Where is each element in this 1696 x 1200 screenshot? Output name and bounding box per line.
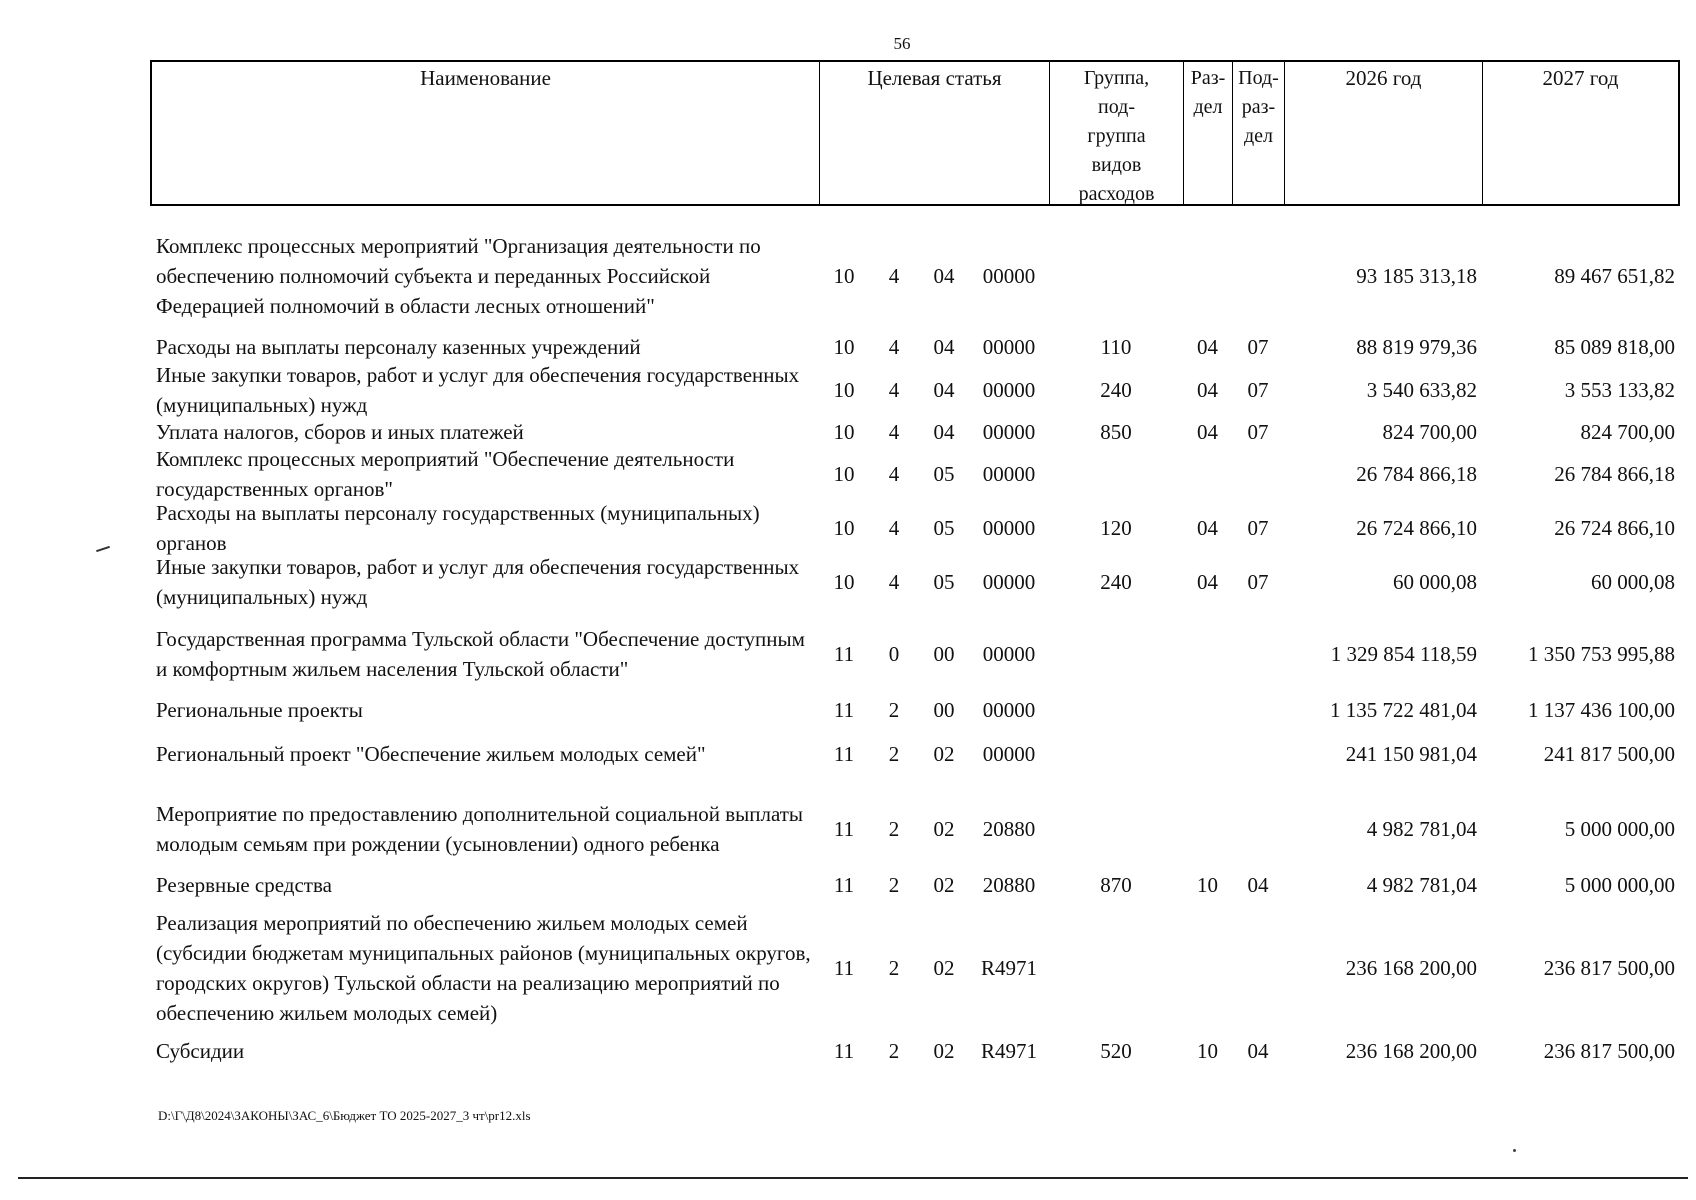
code-subprogram: 2	[888, 742, 900, 766]
section-code: 10	[1197, 1039, 1218, 1063]
subsection-code: 07	[1247, 335, 1269, 359]
budget-table	[150, 60, 1680, 1066]
expense-group	[1049, 447, 1183, 501]
code-direction: 00000	[982, 377, 1036, 402]
code-direction: 00000	[982, 570, 1036, 594]
expense-group	[1049, 230, 1183, 322]
subsection-code	[1232, 787, 1284, 870]
stray-dot-mark	[1513, 1149, 1516, 1152]
code-program: 11	[833, 873, 855, 897]
expense-group: 240	[1100, 377, 1132, 402]
section-code	[1183, 627, 1232, 681]
code-program: 10	[833, 377, 855, 402]
row-spacer	[150, 725, 1680, 739]
row-spacer	[150, 769, 1680, 787]
expense-group: 240	[1100, 570, 1132, 594]
code-structural: 04	[933, 377, 955, 402]
section-code	[1183, 695, 1232, 725]
subsection-code	[1232, 900, 1284, 1036]
row-name: Субсидии	[156, 1039, 245, 1063]
code-direction: 00000	[982, 335, 1036, 359]
subsection-code	[1232, 695, 1284, 725]
amount-2026: 60 000,08	[1393, 570, 1477, 594]
code-subprogram: 4	[888, 335, 900, 359]
amount-2027: 5 000 000,00	[1564, 873, 1675, 897]
section-code	[1183, 739, 1232, 769]
code-direction: 00000	[982, 462, 1036, 486]
amount-2026: 4 982 781,04	[1366, 873, 1477, 897]
row-spacer	[150, 681, 1680, 695]
code-subprogram: 4	[888, 570, 900, 594]
file-path-footer: D:\Г\Д8\2024\ЗАКОНЫ\ЗАС_6\Бюджет ТО 2025-2027_3 чт\pr12.xls	[158, 1108, 531, 1123]
amount-2027: 85 089 818,00	[1554, 335, 1675, 359]
code-direction: 00000	[982, 516, 1036, 540]
code-program: 11	[833, 1039, 855, 1063]
expense-group	[1049, 787, 1183, 870]
code-subprogram: 2	[888, 873, 900, 897]
header-name: Наименование	[150, 60, 819, 206]
amount-2027: 241 817 500,00	[1543, 742, 1675, 766]
expense-group: 870	[1100, 873, 1132, 897]
amount-2026: 241 150 981,04	[1345, 742, 1477, 766]
amount-2026: 26 784 866,18	[1356, 462, 1477, 486]
code-subprogram: 2	[888, 956, 900, 980]
row-name: Расходы на выплаты персоналу государственных (муниципальных) органов	[156, 501, 760, 555]
expense-group: 110	[1100, 335, 1132, 359]
page-bottom-rule	[18, 1177, 1688, 1179]
amount-2027: 5 000 000,00	[1564, 816, 1675, 841]
row-name: Реализация мероприятий по обеспечению жильем молодых семей (субсидии бюджетам муниципальных районов (муниципальных округов, городских округов) Тульской области на реализацию мероприятий по обеспечению жильем молодых семей)	[156, 911, 811, 1025]
row-name: Мероприятие по предоставлению дополнительной социальной выплаты молодым семьям при рождении (усыновлении) одного ребенка	[156, 801, 804, 856]
section-code: 04	[1197, 516, 1218, 540]
row-name: Региональный проект "Обеспечение жильем молодых семей"	[156, 742, 706, 766]
amount-2026: 236 168 200,00	[1345, 956, 1477, 980]
code-subprogram: 4	[888, 516, 900, 540]
amount-2027: 26 724 866,10	[1554, 516, 1675, 540]
code-structural: 04	[933, 420, 955, 444]
amount-2026: 88 819 979,36	[1356, 335, 1477, 359]
row-name: Иные закупки товаров, работ и услуг для обеспечения государственных (муниципальных) нужд	[156, 362, 800, 417]
header-expense-group: Группа, под- группа видов расходов	[1049, 60, 1183, 206]
code-direction: 00000	[982, 698, 1036, 722]
row-name: Резервные средства	[156, 873, 332, 897]
amount-2027: 1 137 436 100,00	[1528, 698, 1675, 722]
amount-2027: 26 784 866,18	[1554, 462, 1675, 486]
header-year-2027: 2027 год	[1482, 60, 1680, 206]
code-subprogram: 4	[888, 462, 900, 486]
code-program: 11	[833, 698, 855, 722]
code-structural: 02	[933, 1039, 955, 1063]
expense-group: 120	[1100, 516, 1132, 540]
code-direction: 20880	[982, 873, 1036, 897]
code-program: 10	[833, 335, 855, 359]
amount-2026: 3 540 633,82	[1366, 377, 1477, 402]
code-direction: 00000	[982, 420, 1036, 444]
code-program: 10	[833, 420, 855, 444]
section-code: 04	[1197, 420, 1218, 444]
amount-2027: 3 553 133,82	[1564, 377, 1675, 402]
code-direction: 00000	[982, 742, 1036, 766]
code-subprogram: 2	[888, 816, 900, 841]
code-structural: 02	[933, 816, 955, 841]
subsection-code: 04	[1247, 1039, 1269, 1063]
code-structural: 02	[933, 873, 955, 897]
section-code	[1183, 787, 1232, 870]
subsection-code	[1232, 230, 1284, 322]
code-program: 10	[833, 264, 855, 288]
row-name: Комплекс процессных мероприятий "Организация деятельности по обеспечению полномочий субъекта и переданных Российской Федерацией полномочий в области лесных отношений"	[156, 234, 761, 318]
expense-group	[1049, 900, 1183, 1036]
code-structural: 05	[933, 462, 955, 486]
section-code	[1183, 447, 1232, 501]
subsection-code	[1232, 739, 1284, 769]
section-code: 04	[1197, 377, 1218, 402]
subsection-code: 04	[1247, 873, 1269, 897]
code-program: 11	[833, 642, 855, 666]
amount-2027: 824 700,00	[1580, 420, 1675, 444]
header-year-2026: 2026 год	[1284, 60, 1482, 206]
section-code	[1183, 230, 1232, 322]
amount-2026: 93 185 313,18	[1356, 264, 1477, 288]
section-code: 04	[1197, 570, 1218, 594]
subsection-code	[1232, 447, 1284, 501]
subsection-code	[1232, 627, 1284, 681]
subsection-code: 07	[1247, 377, 1269, 402]
amount-2026: 236 168 200,00	[1345, 1039, 1477, 1063]
code-structural: 02	[933, 742, 955, 766]
row-name: Расходы на выплаты персоналу казенных учреждений	[156, 335, 641, 359]
amount-2027: 236 817 500,00	[1543, 956, 1675, 980]
code-structural: 00	[933, 698, 955, 722]
section-code: 04	[1197, 335, 1218, 359]
amount-2026: 4 982 781,04	[1366, 816, 1477, 841]
code-direction: 20880	[982, 816, 1036, 841]
code-structural: 05	[933, 570, 955, 594]
code-direction: 00000	[982, 264, 1036, 288]
code-structural: 04	[933, 264, 955, 288]
row-name: Иные закупки товаров, работ и услуг для обеспечения государственных (муниципальных) нужд	[156, 555, 800, 609]
amount-2026: 26 724 866,10	[1356, 516, 1477, 540]
code-subprogram: 4	[888, 420, 900, 444]
code-structural: 02	[933, 956, 955, 980]
header-target-article: Целевая статья	[819, 60, 1049, 206]
expense-group: 520	[1100, 1039, 1132, 1063]
code-subprogram: 4	[888, 264, 900, 288]
row-name: Комплекс процессных мероприятий "Обеспечение деятельности государственных органов"	[156, 447, 735, 501]
section-code: 10	[1197, 873, 1218, 897]
code-direction: R4971	[980, 956, 1037, 980]
code-structural: 05	[933, 516, 955, 540]
code-program: 10	[833, 570, 855, 594]
amount-2026: 1 329 854 118,59	[1330, 642, 1477, 666]
header-section: Раз- дел	[1183, 60, 1232, 206]
code-program: 11	[833, 742, 855, 766]
code-program: 10	[833, 462, 855, 486]
code-subprogram: 2	[888, 698, 900, 722]
row-spacer	[150, 322, 1680, 332]
expense-group	[1049, 627, 1183, 681]
code-program: 11	[833, 816, 855, 841]
code-program: 10	[833, 516, 855, 540]
section-code	[1183, 900, 1232, 1036]
subsection-code: 07	[1247, 516, 1269, 540]
amount-2026: 824 700,00	[1382, 420, 1477, 444]
code-structural: 00	[933, 642, 955, 666]
amount-2027: 60 000,08	[1591, 570, 1675, 594]
code-structural: 04	[933, 335, 955, 359]
code-direction: R4971	[980, 1039, 1037, 1063]
row-name: Уплата налогов, сборов и иных платежей	[156, 420, 524, 444]
code-subprogram: 2	[888, 1039, 900, 1063]
code-program: 11	[833, 956, 855, 980]
code-direction: 00000	[982, 642, 1036, 666]
header-subsection: Под- раз- дел	[1232, 60, 1284, 206]
stray-pen-mark	[96, 546, 110, 552]
subsection-code: 07	[1247, 420, 1269, 444]
expense-group	[1049, 695, 1183, 725]
row-spacer	[150, 206, 1680, 230]
page-number: 56	[893, 34, 911, 53]
expense-group: 850	[1100, 420, 1132, 444]
amount-2027: 89 467 651,82	[1554, 264, 1675, 288]
code-subprogram: 4	[888, 377, 900, 402]
expense-group	[1049, 739, 1183, 769]
row-name: Региональные проекты	[156, 698, 363, 722]
code-subprogram: 0	[888, 642, 900, 666]
amount-2026: 1 135 722 481,04	[1330, 698, 1477, 722]
row-name: Государственная программа Тульской области "Обеспечение доступным и комфортным жильем населения Тульской области"	[156, 627, 805, 681]
amount-2027: 236 817 500,00	[1543, 1039, 1675, 1063]
subsection-code: 07	[1247, 570, 1269, 594]
amount-2027: 1 350 753 995,88	[1528, 642, 1675, 666]
